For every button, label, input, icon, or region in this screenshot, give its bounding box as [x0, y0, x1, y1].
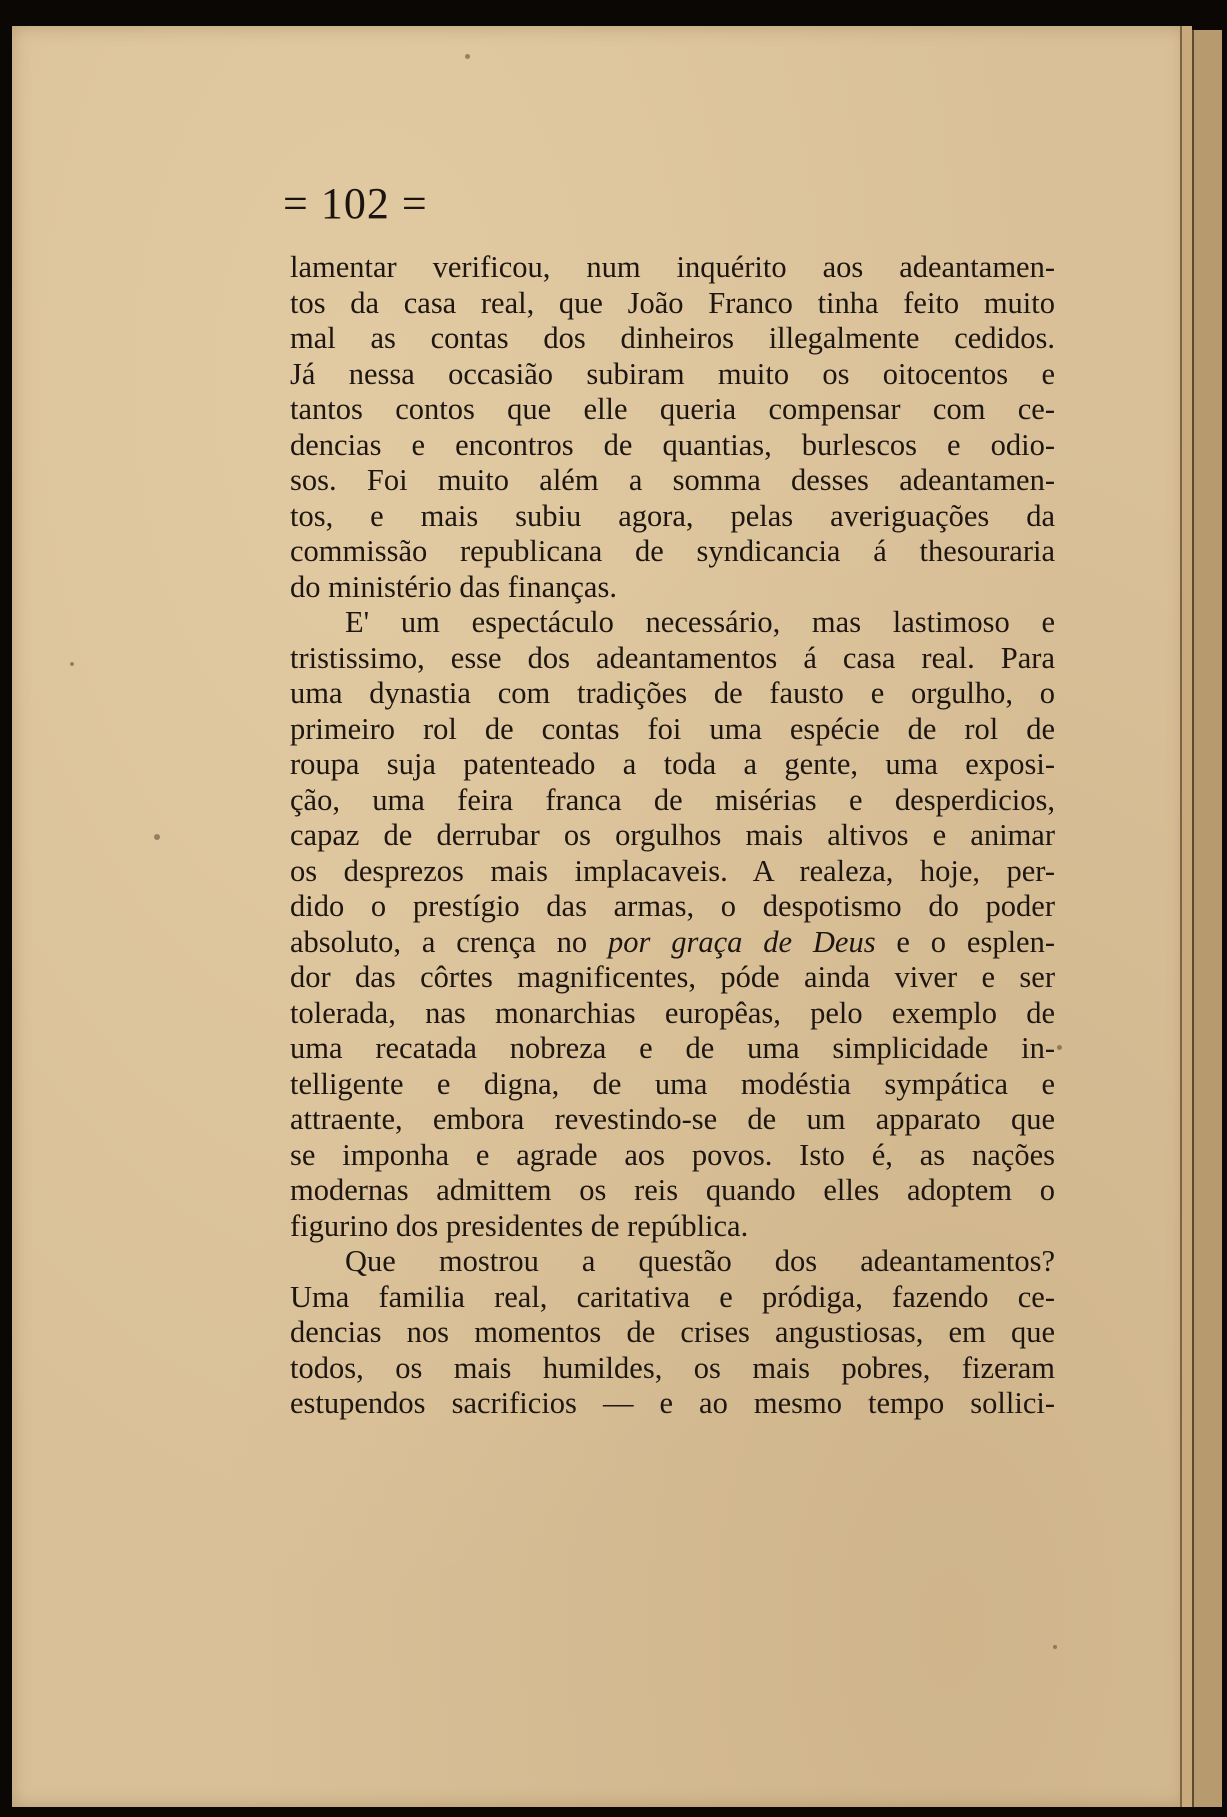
text-line: modernas admittem os reis quando elles adoptem o [290, 1173, 1055, 1207]
text-line: dor das côrtes magnificentes, póde ainda viver e ser [290, 960, 1055, 994]
text-line: capaz de derrubar os orgulhos mais altivos e animar [290, 818, 1055, 852]
paper-speck [70, 662, 74, 666]
body-text [290, 250, 1055, 1422]
text-line: sos. Foi muito além a somma desses adeantamen- [290, 463, 1055, 497]
text-line-with-italic [290, 925, 1055, 961]
text-fragment: e o esplen- [875, 924, 1055, 959]
text-fragment: absoluto, a crença no [290, 924, 608, 959]
paper-speck [154, 834, 160, 840]
text-line: tantos contos que elle queria compensar com ce- [290, 392, 1055, 426]
text-line: Uma familia real, caritativa e pródiga, fazendo ce- [290, 1279, 1055, 1314]
text-line: attraente, embora revestindo-se de um apparato que [290, 1102, 1055, 1136]
text-line: dencias nos momentos de crises angustiosas, em que [290, 1315, 1055, 1349]
text-line: primeiro rol de contas foi uma espécie de rol de [290, 711, 1055, 746]
page-number: = 102 = [283, 179, 428, 228]
text-line: tristissimo, esse dos adeantamentos á casa real. Para [290, 640, 1055, 675]
text-line: E' um espectáculo necessário, mas lastimoso e [345, 605, 1055, 639]
text-line: Que mostrou a questão dos adeantamentos? [345, 1244, 1055, 1278]
paper-speck [1057, 1045, 1062, 1050]
paper-speck [465, 54, 470, 59]
text-line: ção, uma feira franca de misérias e desperdicios, [290, 782, 1055, 817]
text-line: dencias e encontros de quantias, burlescos e odio- [290, 427, 1055, 462]
text-line: lamentar verificou, num inquérito aos adeantamen- [290, 250, 1055, 284]
text-line: roupa suja patenteado a toda a gente, uma exposi- [290, 747, 1055, 781]
text-line: todos, os mais humildes, os mais pobres, fizeram [290, 1350, 1055, 1385]
text-line: telligente e digna, de uma modéstia sympática e [290, 1066, 1055, 1101]
text-line: do ministério das finanças. [290, 569, 617, 604]
page-fold-edge [1180, 26, 1192, 1807]
text-line: se imponha e agrade aos povos. Isto é, as nações [290, 1137, 1055, 1172]
text-line: dido o prestígio das armas, o despotismo do poder [290, 889, 1055, 923]
text-line: tos, e mais subiu agora, pelas averiguações da [290, 498, 1055, 533]
text-line: tos da casa real, que João Franco tinha feito muito [290, 285, 1055, 320]
text-line: estupendos sacrificios — e ao mesmo tempo sollici- [290, 1386, 1055, 1420]
text-line: commissão republicana de syndicancia á thesouraria [290, 534, 1055, 568]
text-line: figurino dos presidentes de república. [290, 1208, 749, 1243]
italic-phrase: por graça de Deus [608, 924, 876, 959]
text-line: uma recatada nobreza e de uma simplicidade in- [290, 1031, 1055, 1065]
paper-speck [1053, 1645, 1057, 1649]
text-line: Já nessa occasião subiram muito os oitocentos e [290, 356, 1055, 391]
text-line: mal as contas dos dinheiros illegalmente cedidos. [290, 321, 1055, 355]
adjacent-page-edge [1192, 30, 1222, 1807]
text-line: uma dynastia com tradições de fausto e orgulho, o [290, 676, 1055, 710]
text-line: tolerada, nas monarchias europêas, pelo exemplo de [290, 995, 1055, 1030]
text-line: os desprezos mais implacaveis. A realeza, hoje, per- [290, 853, 1055, 888]
